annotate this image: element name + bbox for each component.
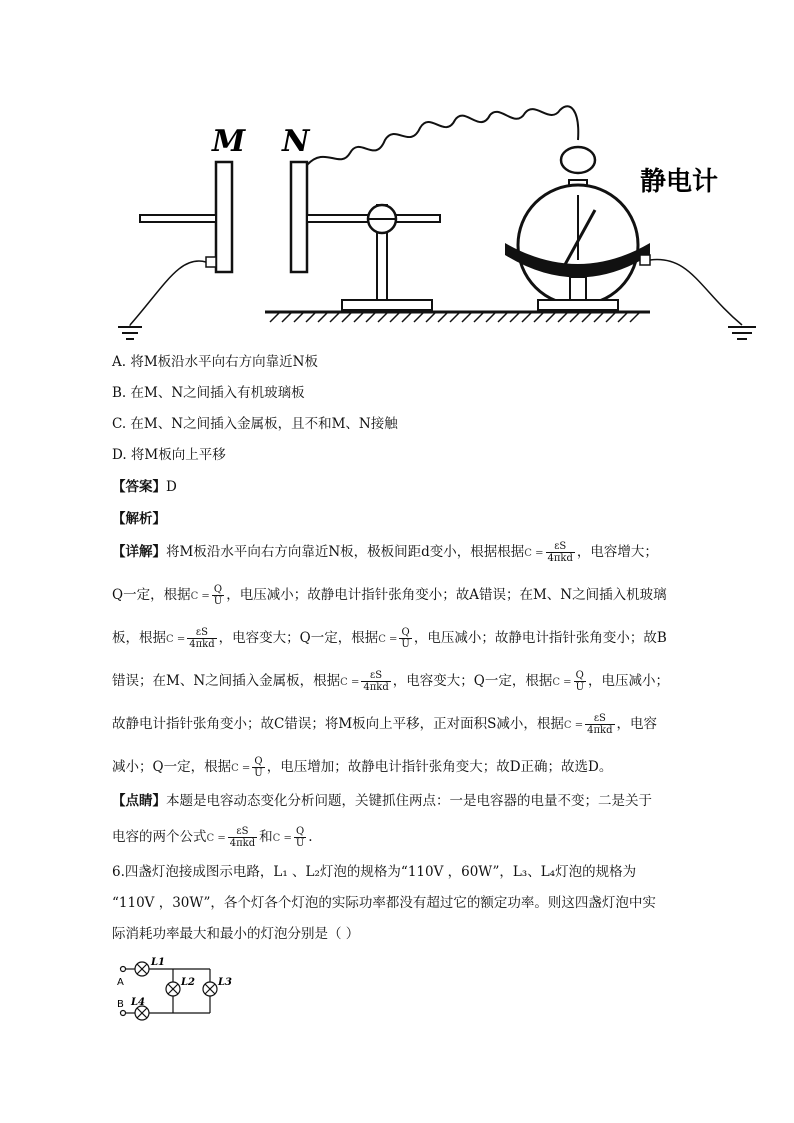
formula-eps: $\frac{\varepsilon S}{\text{4πkd}}$ [229, 826, 256, 849]
question6-line-1: 6.四盏灯泡接成图示电路，L₁ 、L₂灯泡的规格为“110V ，60W”，L₃、L₄灯泡的规格为 [112, 864, 637, 880]
option-d: D. 将M板向上平移 [112, 447, 226, 463]
detail-line-1 [112, 541, 658, 564]
formula-q: $\frac{Q}{U}$ [575, 670, 584, 693]
detail-text: ，电容变大；Q一定，根据 [392, 673, 553, 689]
detail-line-5 [112, 713, 657, 736]
formula-eps: $\frac{\varepsilon S}{\text{4πkd}}$ [587, 713, 613, 736]
detail-text: Q一定，根据 [112, 587, 191, 603]
question6-line-2: “110V ，30W”，各个灯各个灯泡的实际功率都没有超过它的额定功率。则这四盏灯泡中实 [112, 895, 656, 911]
electrometer-figure [110, 95, 770, 345]
detail-text: ，电容变大；Q一定，根据 [218, 630, 379, 646]
formula-prefix: C = [272, 833, 292, 844]
option-c: C. 在M、N之间插入金属板，且不和M、N接触 [112, 416, 398, 432]
formula-q: $\frac{Q}{U}$ [254, 756, 263, 779]
answer-line [112, 477, 177, 497]
detail-text: ，电压减小；故静电计指针张角变小；故A错误；在M、N之间插入机玻璃 [226, 587, 667, 603]
comment-line-2 [112, 826, 313, 849]
detail-line-3 [112, 627, 667, 650]
plate-n [291, 162, 307, 272]
formula-q: $\frac{Q}{U}$ [401, 627, 410, 650]
detail-text: 减小；Q一定，根据 [112, 759, 232, 775]
formula-prefix: C = [378, 634, 398, 645]
analysis-line [112, 509, 166, 529]
detail-text: ，电容增大； [576, 544, 658, 560]
comment-text: . [308, 829, 313, 845]
terminal-b-label: B [117, 999, 124, 1010]
plate-m [216, 162, 232, 272]
comment-text: 本题是电容动态变化分析问题，关键抓住两点：一是电容器的电量不变；二是关于 [166, 793, 652, 809]
option-b: B. 在M、N之间插入有机玻璃板 [112, 385, 305, 401]
formula-q: $\frac{Q}{U}$ [295, 826, 305, 849]
electrometer-label: 静电计 [640, 167, 719, 197]
detail-text: ，电压减小； [588, 673, 669, 689]
formula-prefix: C = [166, 634, 186, 645]
formula-eps: $\frac{\varepsilon S}{\text{4πkd}}$ [547, 541, 573, 564]
answer-value: D [166, 479, 177, 495]
formula-eps: $\frac{\varepsilon S}{\text{4πkd}}$ [189, 627, 215, 650]
lamp-l1-label: L1 [151, 957, 165, 968]
detail-text: ，电压减小；故静电计指针张角变小；故B [413, 630, 667, 646]
detail-line-2 [112, 584, 667, 607]
formula-prefix: C = [524, 548, 544, 559]
formula-prefix: C = [231, 763, 251, 774]
formula-prefix: C = [340, 677, 360, 688]
question6-line-3: 际消耗功率最大和最小的灯泡分别是（ ） [112, 926, 360, 942]
detail-text: 错误；在M、N之间插入金属板，根据 [112, 673, 341, 689]
formula-prefix: C = [206, 833, 226, 844]
lamp-l4-label: L4 [131, 997, 145, 1008]
detail-text: ，电容 [616, 716, 658, 732]
analysis-tag: 【解析】 [112, 511, 166, 527]
option-a: A. 将M板沿水平向右方向靠近N板 [112, 354, 318, 370]
plate-m-label: M [212, 124, 246, 159]
formula-eps: $\frac{\varepsilon S}{\text{4πkd}}$ [363, 670, 389, 693]
answer-tag: 【答案】 [112, 479, 166, 495]
detail-line-4 [112, 670, 669, 693]
terminal-a-label: A [117, 977, 124, 988]
comment-line-1 [112, 791, 652, 811]
formula-q: $\frac{Q}{U}$ [213, 584, 223, 607]
formula-prefix: C = [552, 677, 572, 688]
lamp-l2-label: L2 [181, 977, 195, 988]
detail-text: 板，根据 [112, 630, 166, 646]
comment-text: 电容的两个公式 [112, 829, 207, 845]
lamp-l3-label: L3 [218, 977, 232, 988]
detail-text: ，电压增加；故静电计指针张角变大；故D正确；故选D。 [266, 759, 613, 775]
formula-prefix: C = [190, 591, 210, 602]
detail-tag: 【详解】 [112, 544, 166, 560]
formula-prefix: C = [563, 720, 584, 731]
comment-tag: 【点睛】 [112, 793, 166, 809]
detail-text: 将M板沿水平向右方向靠近N板，极板间距d变小，根据根据 [166, 544, 525, 560]
detail-text: 故静电计指针张角变小；故C错误；将M板向上平移，正对面积S减小，根据 [112, 716, 564, 732]
lamp-circuit-figure [115, 955, 245, 1025]
plate-n-label: N [282, 124, 310, 159]
detail-line-6 [112, 756, 612, 779]
comment-text: 和 [259, 829, 273, 845]
